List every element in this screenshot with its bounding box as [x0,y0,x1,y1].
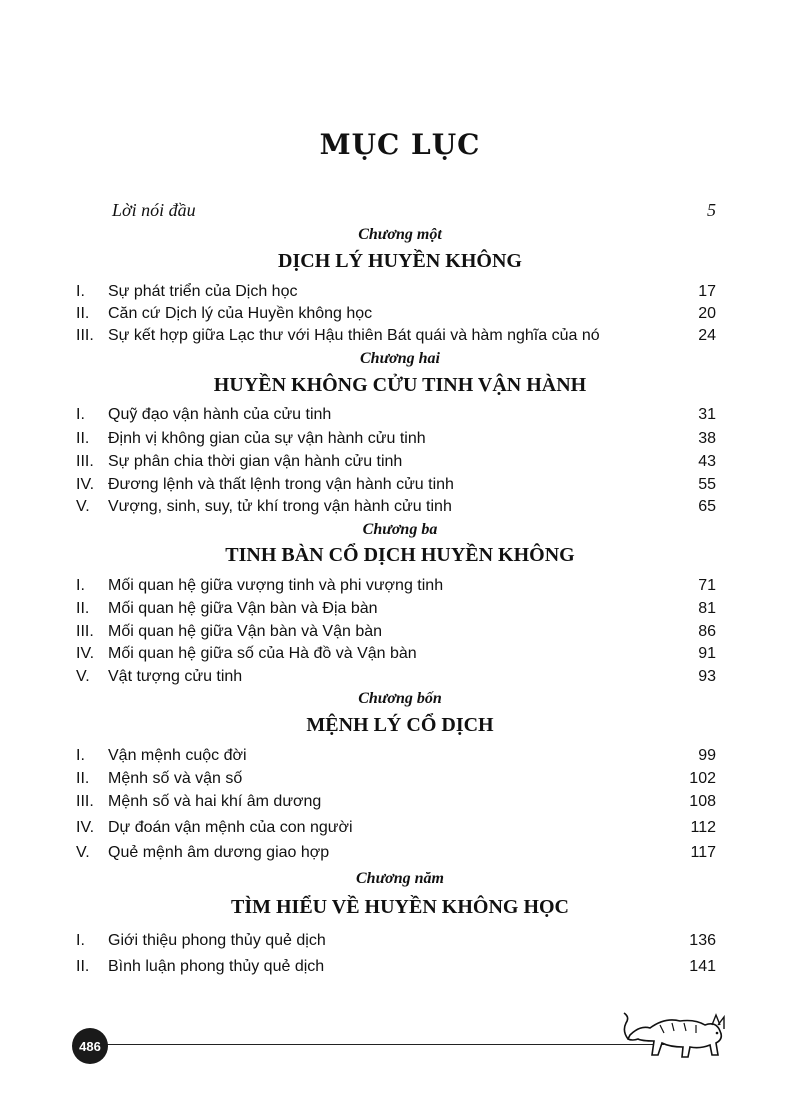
entry-text: Mối quan hệ giữa vượng tinh và phi vượng tinh [108,577,444,594]
entry-number: II. [76,305,90,322]
toc-entry [76,958,716,980]
entry-number: III. [76,623,94,640]
entry-number: III. [76,453,94,470]
entry-text: Mối quan hệ giữa số của Hà đồ và Vận bàn [108,645,417,662]
entry-text: Vượng, sinh, suy, tử khí trong vận hành cửu tinh [108,498,452,515]
toc-entry [76,932,716,954]
entry-number: I. [76,283,85,300]
entry-page: 117 [690,844,716,861]
entry-page: 141 [689,958,716,975]
entry-text: Quỹ đạo vận hành của cửu tinh [108,406,332,423]
entry-number: V. [76,498,90,515]
entry-number: I. [76,577,85,594]
cat-illustration-icon [620,995,730,1060]
entry-text: Mệnh số và hai khí âm dương [108,793,322,810]
entry-text: Giới thiệu phong thủy quẻ dịch [108,932,326,949]
toc-entry [76,770,716,792]
toc-entry [76,668,716,690]
toc-entry [76,476,716,498]
entry-number: I. [76,747,85,764]
entry-text: Quẻ mệnh âm dương giao hợp [108,844,330,861]
preface-page: 5 [707,200,716,220]
entry-page: 17 [698,283,716,300]
page-title: MỤC LỤC [319,128,481,161]
entry-page: 86 [698,623,716,640]
entry-page: 55 [698,476,716,493]
toc-entry [76,819,716,841]
entry-number: I. [76,932,85,949]
entry-page: 112 [690,819,716,836]
entry-text: Căn cứ Dịch lý của Huyền không học [108,305,373,322]
chapter-title: MỆNH LÝ CỔ DỊCH [306,714,494,736]
entry-number: IV. [76,645,95,662]
entry-text: Định vị không gian của sự vận hành cửu tinh [108,430,426,447]
entry-text: Bình luận phong thủy quẻ dịch [108,958,325,975]
toc-entry [76,327,716,349]
entry-number: III. [76,793,94,810]
toc-entry [76,453,716,475]
toc-entry [76,600,716,622]
chapter-label: Chương ba [362,521,438,538]
chapter-label: Chương năm [356,870,444,887]
entry-page: 99 [698,747,716,764]
toc-entry [76,645,716,667]
entry-number: II. [76,958,90,975]
toc-entry [76,305,716,327]
entry-page: 93 [698,668,716,685]
entry-number: V. [76,844,90,861]
entry-number: IV. [76,476,95,493]
toc-entry [76,498,716,520]
entry-number: II. [76,600,90,617]
entry-text: Đương lệnh và thất lệnh trong vận hành cửu tinh [108,476,454,493]
toc-entry [76,406,716,428]
entry-page: 81 [698,600,716,617]
preface-entry [112,200,716,221]
toc-entry [76,283,716,305]
entry-number: V. [76,668,90,685]
entry-page: 31 [698,406,716,423]
entry-text: Vật tượng cửu tinh [108,668,243,685]
footer-rule [104,1044,664,1045]
entry-number: III. [76,327,94,344]
chapter-label: Chương hai [360,350,440,367]
entry-text: Mối quan hệ giữa Vận bàn và Địa bàn [108,600,378,617]
entry-page: 71 [698,577,716,594]
toc-entry [76,844,716,866]
entry-page: 43 [698,453,716,470]
entry-text: Vận mệnh cuộc đời [108,747,247,764]
toc-entry [76,577,716,599]
entry-text: Mệnh số và vận số [108,770,243,787]
toc-entry [76,747,716,769]
chapter-title: TÌM HIỂU VỀ HUYỀN KHÔNG HỌC [231,896,569,918]
entry-page: 102 [689,770,716,787]
entry-page: 20 [698,305,716,322]
entry-text: Sự phát triển của Dịch học [108,283,298,300]
entry-page: 108 [689,793,716,810]
preface-label: Lời nói đầu [112,200,196,220]
entry-page: 65 [698,498,716,515]
toc-entry [76,430,716,452]
entry-page: 24 [698,327,716,344]
toc-entry [76,623,716,645]
page-number-badge: 486 [72,1028,108,1064]
entry-text: Sự kết hợp giữa Lạc thư với Hậu thiên Bát quái và hàm nghĩa của nó [108,327,600,344]
entry-text: Dự đoán vận mệnh của con người [108,819,353,836]
entry-number: II. [76,770,90,787]
entry-text: Sự phân chia thời gian vận hành cửu tinh [108,453,403,470]
chapter-title: TINH BÀN CỔ DỊCH HUYỀN KHÔNG [225,544,575,566]
entry-page: 91 [698,645,716,662]
entry-text: Mối quan hệ giữa Vận bàn và Vận bàn [108,623,383,640]
chapter-label: Chương một [358,226,442,243]
chapter-title: HUYỀN KHÔNG CỬU TINH VẬN HÀNH [213,374,587,396]
chapter-title: DỊCH LÝ HUYỀN KHÔNG [278,250,522,272]
toc-entry [76,793,716,815]
entry-number: II. [76,430,90,447]
entry-page: 38 [698,430,716,447]
entry-page: 136 [689,932,716,949]
entry-number: I. [76,406,85,423]
chapter-label: Chương bốn [358,690,442,707]
entry-number: IV. [76,819,95,836]
